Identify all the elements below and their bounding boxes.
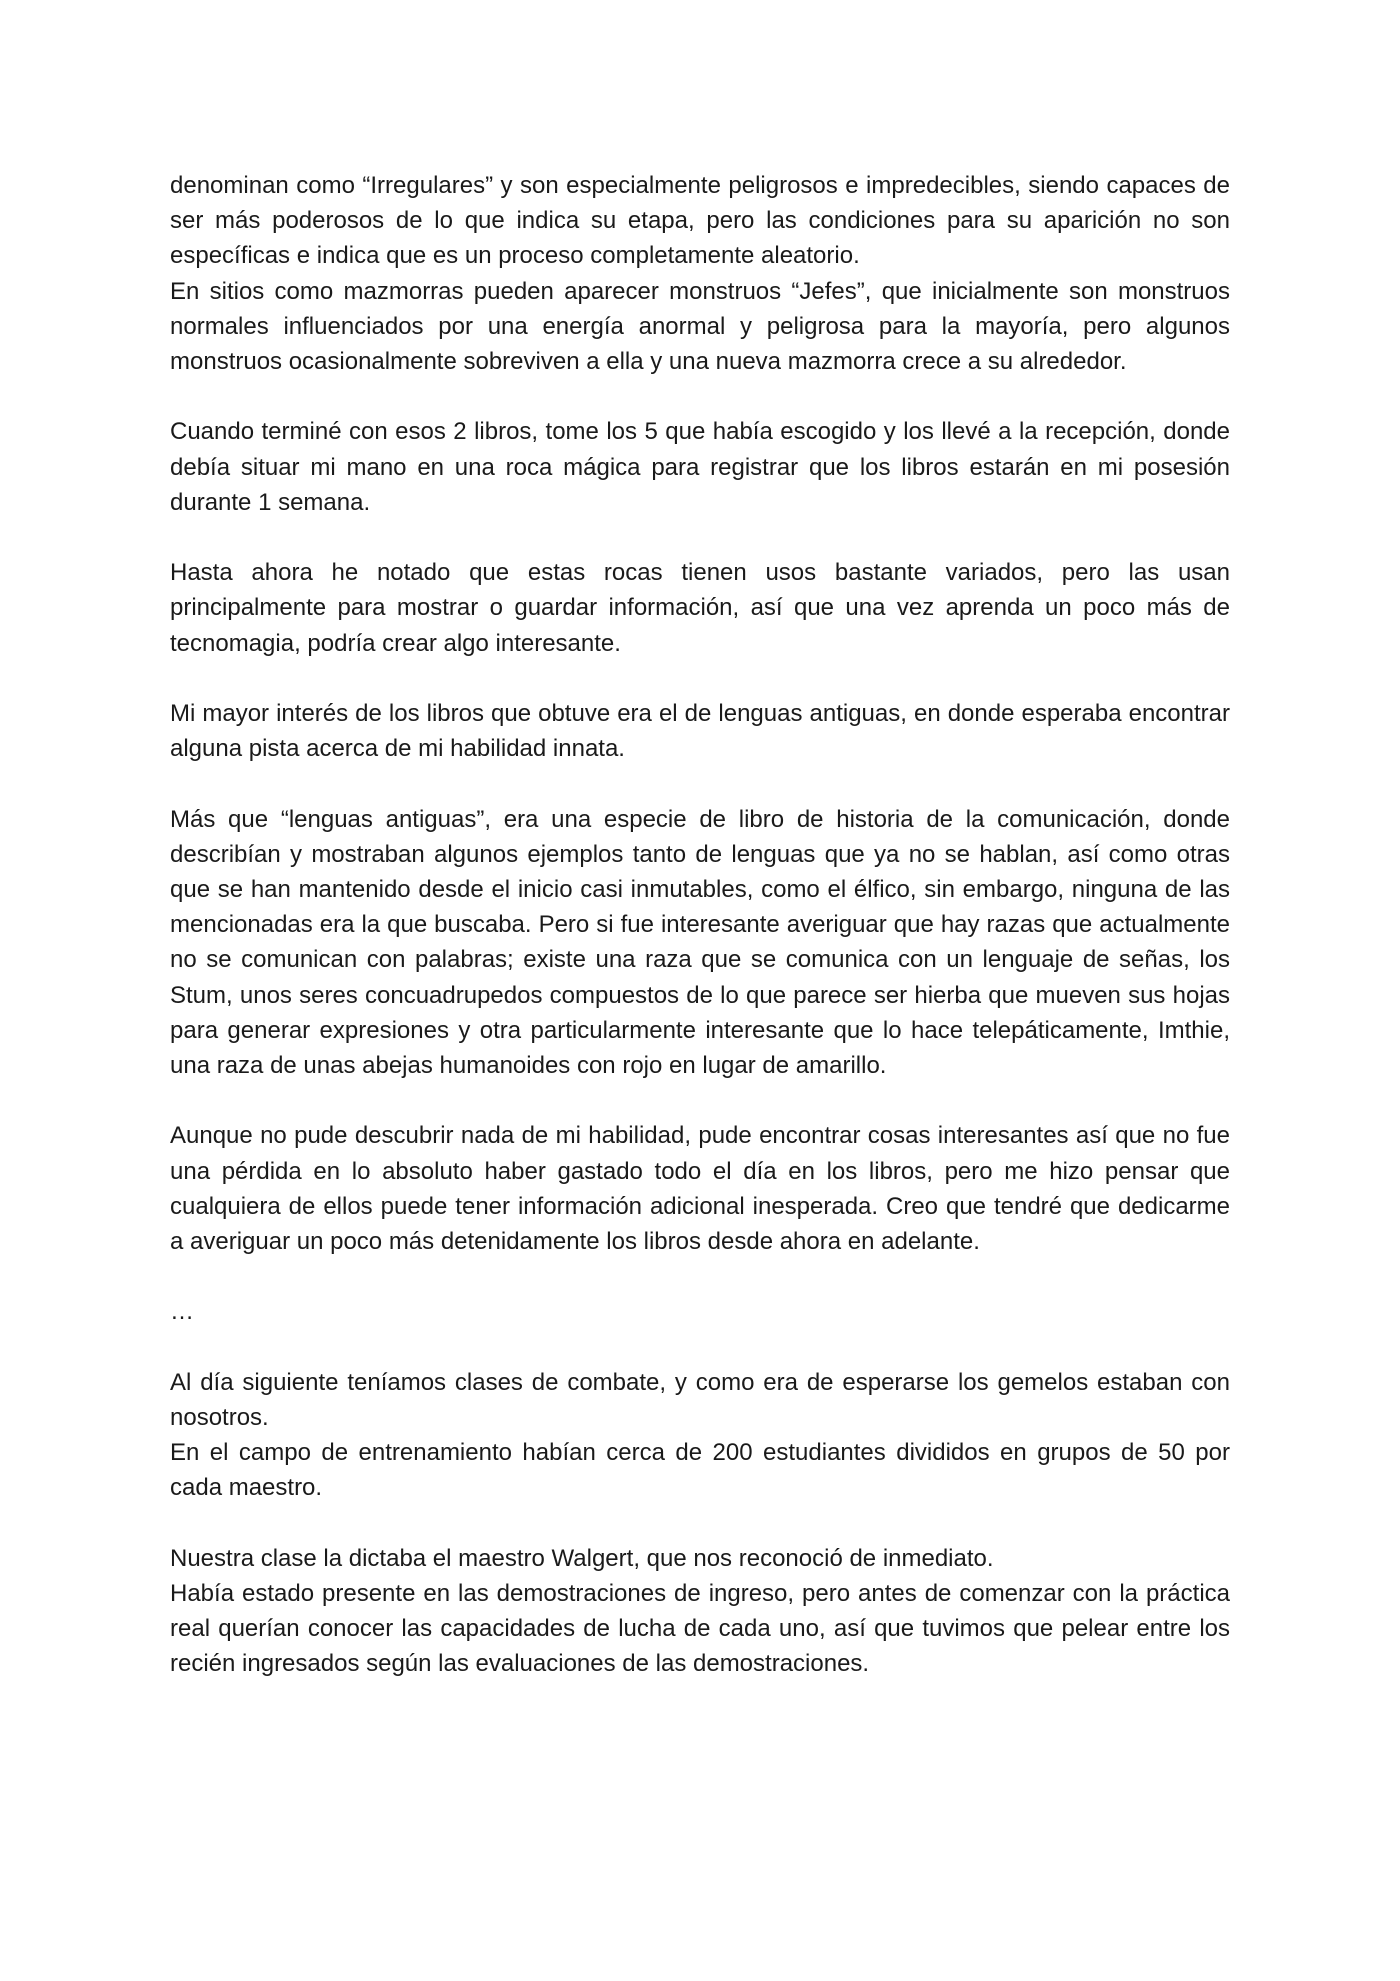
paragraph-gap <box>170 661 1230 696</box>
paragraph-lenguas-antiguas: Más que “lenguas antiguas”, era una especie de libro de historia de la comunicación, donde describían y mostraban algunos ejemplos tanto de lenguas que ya no se hablan, así como otras que se han mantenido desde el inicio casi inmutables, como el élfico, sin embargo, ninguna de las mencionadas era la que buscaba. Pero si fue interesante averiguar que hay razas que actualmente no se comunican con palabras; existe una raza que se comunica con un lenguaje de señas, los Stum, unos seres concuadrupedos compuestos de lo que parece ser hierba que mueven sus hojas para generar expresiones y otra particularmente interesante que lo hace telepáticamente, Imthie, una raza de unas abejas humanoides con rojo en lugar de amarillo. <box>170 805 1230 1080</box>
paragraph-demostraciones: Había estado presente en las demostraciones de ingreso, pero antes de comenzar con la práctica real querían conocer las capacidades de lucha de cada uno, así que tuvimos que pelear entre los recién ingresados según las evaluaciones de las demostraciones. <box>170 1580 1230 1678</box>
paragraph-gap <box>170 1083 1230 1118</box>
paragraph-gap <box>170 379 1230 414</box>
scene-break: … <box>170 1298 194 1326</box>
paragraph-lenguas-interes: Mi mayor interés de los libros que obtuve era el de lenguas antiguas, en donde esperaba encontrar alguna pista acerca de mi habilidad innata. <box>170 700 1230 763</box>
paragraph-irregulares: denominan como “Irregulares” y son especialmente peligrosos e impredecibles, siendo capaces de ser más poderosos de lo que indica su etapa, pero las condiciones para su aparición no son específicas e indica que es un proceso completamente aleatorio. <box>170 172 1230 270</box>
paragraph-gap <box>170 766 1230 801</box>
paragraph-walgert: Nuestra clase la dictaba el maestro Walgert, que nos reconoció de inmediato. <box>170 1544 994 1572</box>
paragraph-recepcion: Cuando terminé con esos 2 libros, tome los 5 que había escogido y los llevé a la recepción, donde debía situar mi mano en una roca mágica para registrar que los libros estarán en mi posesión durante 1 semana. <box>170 418 1230 516</box>
paragraph-jefes: En sitios como mazmorras pueden aparecer monstruos “Jefes”, que inicialmente son monstruos normales influenciados por una energía anormal y peligrosa para la mayoría, pero algunos monstruos ocasionalmente sobreviven a ella y una nueva mazmorra crece a su alrededor. <box>170 277 1230 376</box>
paragraph-rocas: Hasta ahora he notado que estas rocas tienen usos bastante variados, pero las usan principalmente para mostrar o guardar información, así que una vez aprenda un poco más de tecnomagia, podría crear algo interesante. <box>170 559 1230 657</box>
paragraph-gap <box>170 1259 1230 1294</box>
paragraph-gap <box>170 520 1230 555</box>
paragraph-gap <box>170 1506 1230 1541</box>
paragraph-habilidad: Aunque no pude descubrir nada de mi habilidad, pude encontrar cosas interesantes así que no fue una pérdida en lo absoluto haber gastado todo el día en los libros, pero me hizo pensar que cualquiera de ellos puede tener información adicional inesperada. Creo que tendré que dedicarme a averiguar un poco más detenidamente los libros desde ahora en adelante. <box>170 1122 1230 1256</box>
paragraph-campo: En el campo de entrenamiento habían cerca de 200 estudiantes divididos en grupos de 50 por cada maestro. <box>170 1439 1230 1502</box>
paragraph-gap <box>170 1330 1230 1365</box>
document-page <box>170 168 1230 1682</box>
paragraph-combate: Al día siguiente teníamos clases de combate, y como era de esperarse los gemelos estaban con nosotros. <box>170 1368 1230 1431</box>
